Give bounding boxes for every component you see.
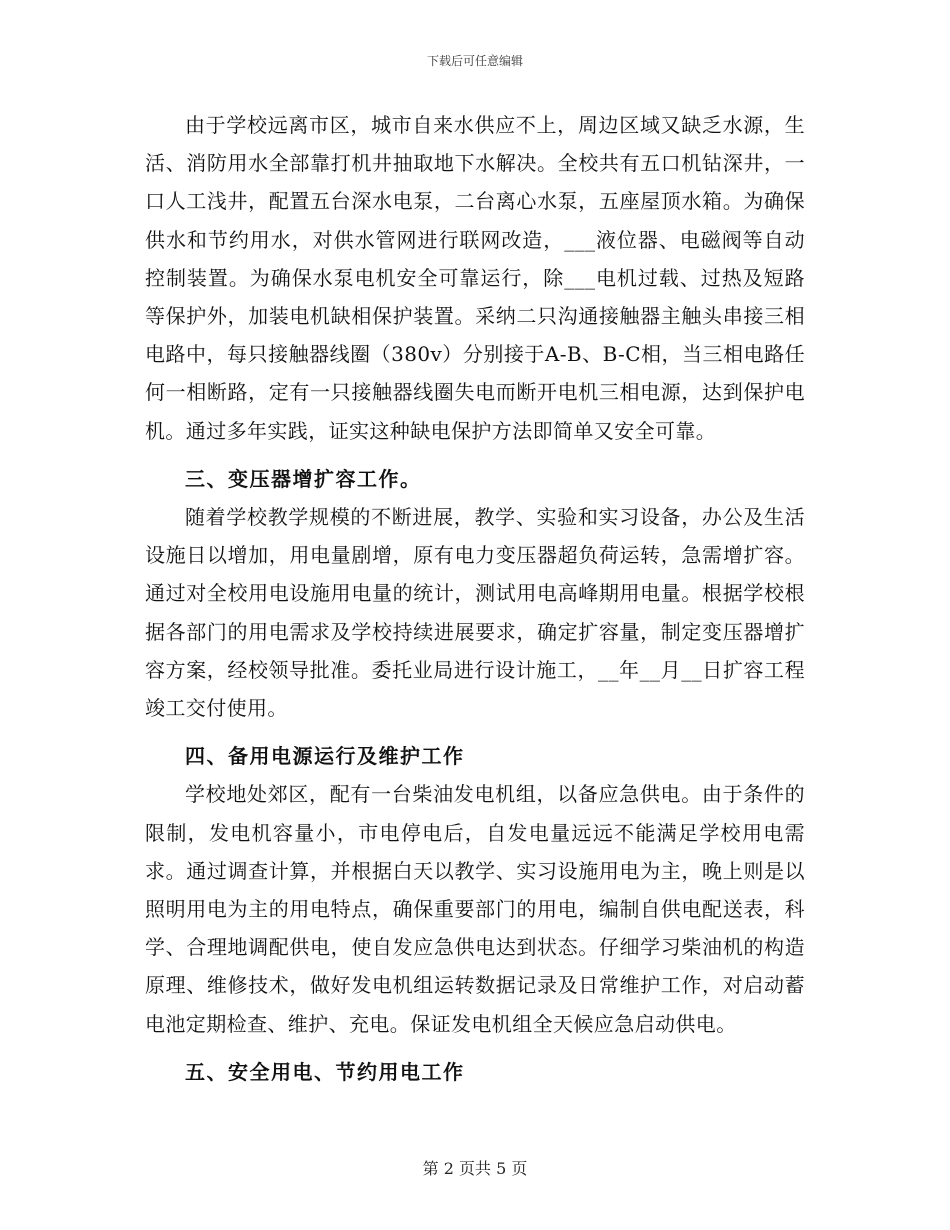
paragraph-backup-power: 学校地处郊区，配有一台柴油发电机组，以备应急供电。由于条件的限制，发电机容量小，市电停电后，自发电量远远不能满足学校用电需求。通过调查计算，并根据白天以教学、实习设施用电为主，晚上则是以照明用电为主的用电特点，确保重要部门的用电，编制自供电配送表，科学、合理地调配供电，使自发应急供电达到状态。仔细学习柴油机的构造原理、维修技术，做好发电机组运转数据记录及日常维护工作，对启动蓄电池定期检查、维护、充电。保证发电机组全天候应急启动供电。 [145, 782, 805, 1036]
paragraph-transformer: 随着学校教学规模的不断进展，教学、实验和实习设备，办公及生活设施日以增加，用电量剧增，原有电力变压器超负荷运转，急需增扩容。通过对全校用电设施用电量的统计，测试用电高峰期用电量。根据学校根据各部门的用电需求及学校持续进展要求，确定扩容量，制定变压器增扩容方案，经校领导批准。委托业局进行设计施工，__年__月__日扩容工程竣工交付使用。 [145, 505, 805, 721]
paragraph-water-supply: 由于学校远离市区，城市自来水供应不上，周边区域又缺乏水源，生活、消防用水全部靠打机井抽取地下水解决。全校共有五口机钻深井，一口人工浅井，配置五台深水电泵，二台离心水泵，五座屋顶水箱。为确保供水和节约用水，对供水管网进行联网改造，___液位器、电磁阀等自动控制装置。为确保水泵电机安全可靠运行，除___电机过载、过热及短路等保护外，加装电机缺相保护装置。采纳二只沟通接触器主触头串接三相电路中，每只接触器线圈（380v）分别接于A-B、B-C相，当三相电路任何一相断路，定有一只接触器线圈失电而断开电机三相电源，达到保护电机。通过多年实践，证实这种缺电保护方法即简单又安全可靠。 [145, 113, 805, 443]
document-body [145, 106, 805, 1091]
page-footer: 第 2 页共 5 页 [422, 1159, 528, 1178]
page-header: 下载后可任意编辑 [426, 54, 523, 68]
heading-backup-power: 四、备用电源运行及维护工作 [185, 744, 465, 769]
heading-safe-power: 五、安全用电、节约用电工作 [185, 1059, 465, 1084]
heading-transformer: 三、变压器增扩容工作。 [185, 466, 422, 491]
